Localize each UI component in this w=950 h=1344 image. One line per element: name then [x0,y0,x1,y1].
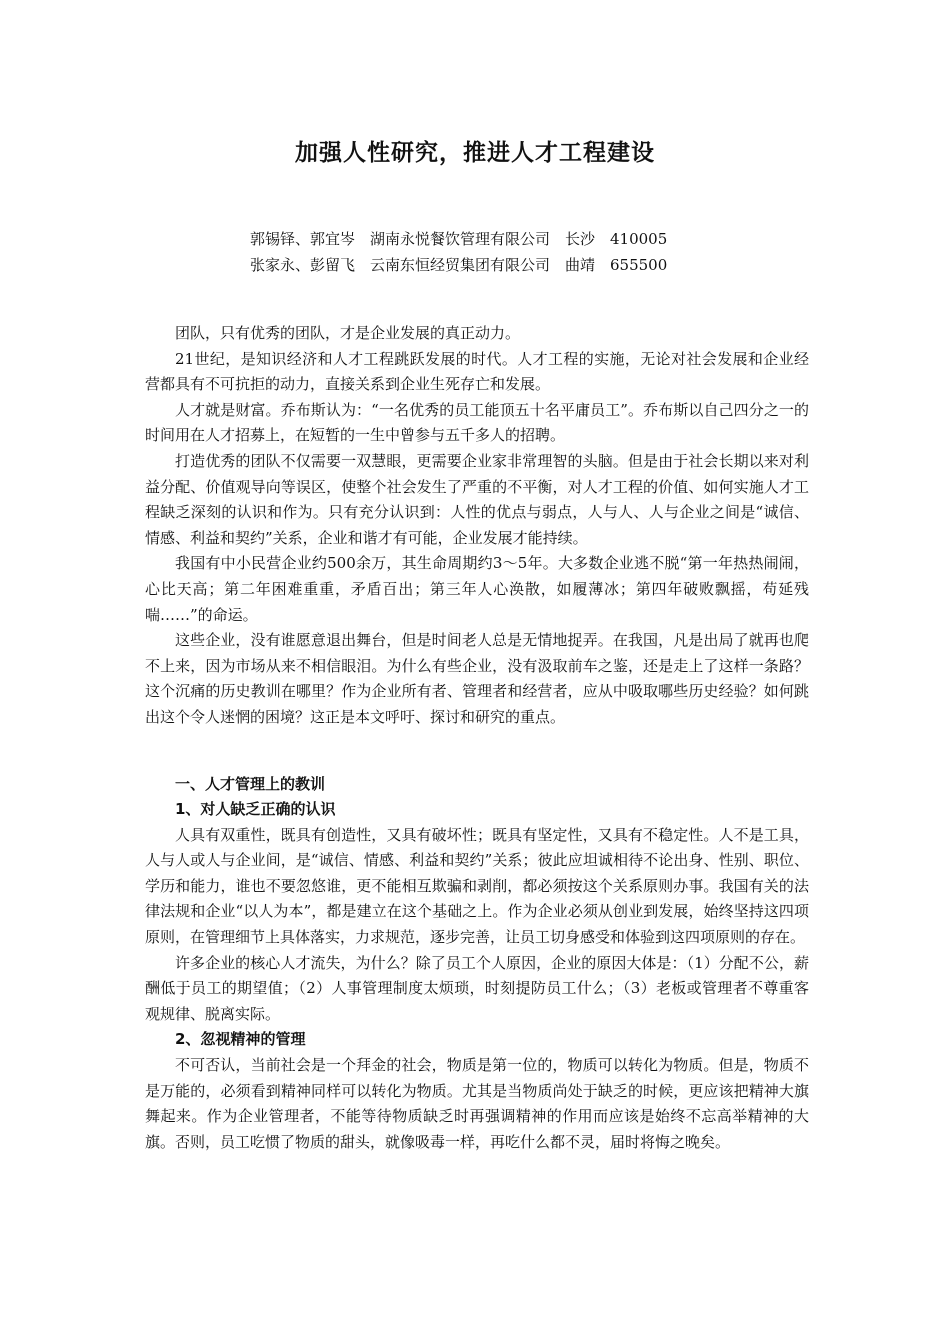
subsection-heading: 1、对人缺乏正确的认识 [175,800,336,819]
author-line: 张家永、彭留飞 云南东恒经贸集团有限公司 曲靖 655500 [250,256,668,274]
paragraph: 团队，只有优秀的团队，才是企业发展的真正动力。 [175,324,521,342]
author-block [250,226,810,278]
section-spacer [145,731,809,772]
paragraph: 我国有中小民营企业约500余万，其生命周期约3～5年。大多数企业逃不脱“第一年热热闹闹，心比天高；第二年困难重重，矛盾百出；第三年人心涣散，如履薄冰；第四年破败飘摇，苟延残喘……”的命运。 [145,554,809,624]
paragraph: 打造优秀的团队不仅需要一双慧眼，更需要企业家非常理智的头脑。但是由于社会长期以来对利益分配、价值观导向等误区，使整个社会发生了严重的不平衡，对人才工程的价值、如何实施人才工程缺乏深刻的认识和作为。只有充分认识到：人性的优点与弱点，人与人、人与企业之间是“诚信、情感、利益和契约”关系，企业和谐才有可能，企业发展才能持续。 [145,451,809,547]
author-line: 郭锡铎、郭宜岑 湖南永悦餐饮管理有限公司 长沙 410005 [250,230,668,248]
document-body [145,321,809,1155]
paragraph: 许多企业的核心人才流失，为什么？除了员工个人原因，企业的原因大体是：（1）分配不公，薪酬低于员工的期望值；（2）人事管理制度太烦琐，时刻提防员工什么；（3）老板或管理者不尊重客观规律、脱离实际。 [145,953,809,1023]
section-heading: 一、人才管理上的教训 [175,774,326,793]
paragraph: 这些企业，没有谁愿意退出舞台，但是时间老人总是无情地捉弄。在我国，凡是出局了就再也爬不上来，因为市场从来不相信眼泪。为什么有些企业，没有汲取前车之鉴，还是走上了这样一条路？这个沉痛的历史教训在哪里？作为企业所有者、管理者和经营者，应从中吸取哪些历史经验？如何跳出这个令人迷惘的困境？这正是本文呼吁、探讨和研究的重点。 [145,631,809,726]
document-title: 加强人性研究，推进人才工程建设 [295,140,655,166]
paragraph: 21世纪，是知识经济和人才工程跳跃发展的时代。人才工程的实施，无论对社会发展和企业经营都具有不可抗拒的动力，直接关系到企业生死存亡和发展。 [145,349,809,394]
paragraph: 不可否认，当前社会是一个拜金的社会，物质是第一位的，物质可以转化为物质。但是，物质不是万能的，必须看到精神同样可以转化为物质。尤其是当物质尚处于缺乏的时候，更应该把精神大旗舞起来。作为企业管理者，不能等待物质缺乏时再强调精神的作用而应该是始终不忘高举精神的大旗。否则，员工吃惯了物质的甜头，就像吸毒一样，再吃什么都不灵，届时将悔之晚矣。 [145,1056,809,1151]
paragraph: 人具有双重性，既具有创造性，又具有破坏性；既具有坚定性，又具有不稳定性。人不是工具，人与人或人与企业间，是“诚信、情感、利益和契约”关系；彼此应坦诚相待不论出身、性别、职位、学历和能力，谁也不要忽悠谁，更不能相互欺骗和剥削，都必须按这个关系原则办事。我国有关的法律法规和企业“以人为本”，都是建立在这个基础之上。作为企业必须从创业到发展，始终坚持这四项原则，在管理细节上具体落实，力求规范，逐步完善，让员工切身感受和体验到这四项原则的存在。 [145,825,809,947]
subsection-heading: 2、忽视精神的管理 [175,1030,306,1049]
paragraph: 人才就是财富。乔布斯认为：“一名优秀的员工能顶五十名平庸员工”。乔布斯以自己四分之一的时间用在人才招募上，在短暂的一生中曾参与五千多人的招聘。 [145,400,809,445]
